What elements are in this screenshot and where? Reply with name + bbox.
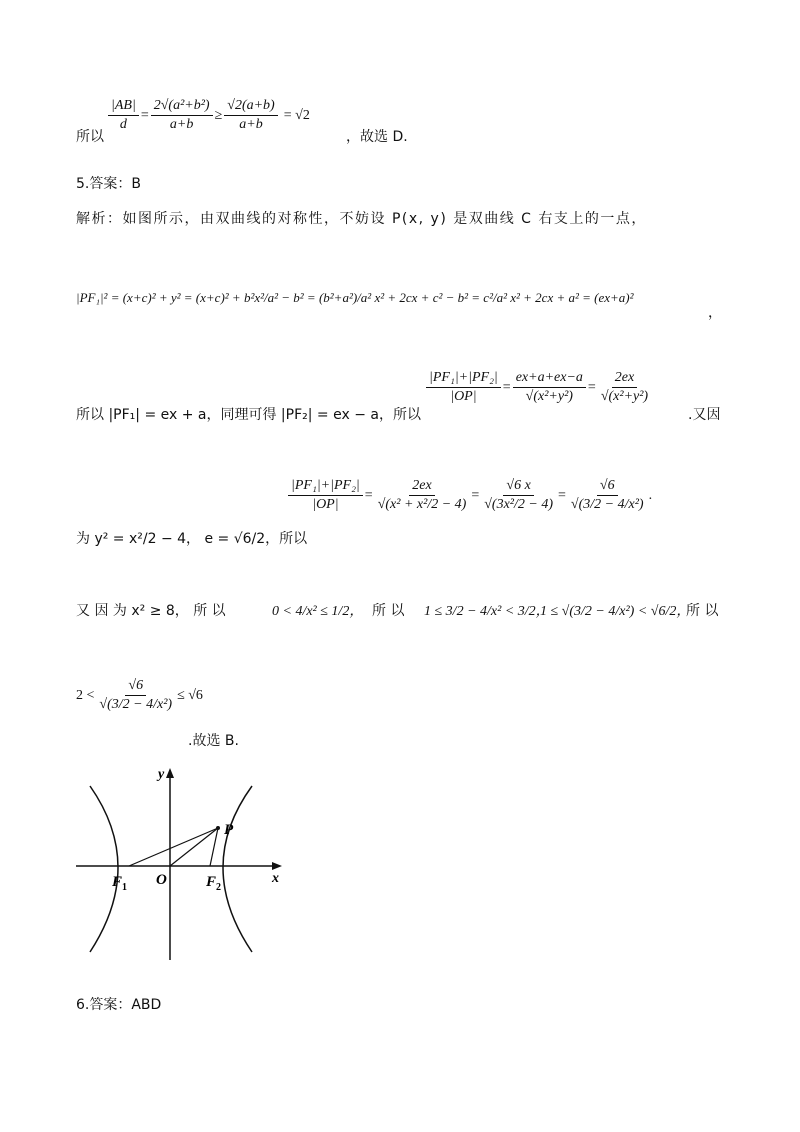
numerator: √6 <box>125 678 146 696</box>
denominator: d <box>119 117 127 132</box>
answer-5: 5.答案：B <box>76 176 141 192</box>
result: = √2 <box>283 107 310 123</box>
equals: = <box>558 487 566 503</box>
denominator: √(3/2 − 4/x²) <box>570 497 644 512</box>
fraction <box>568 478 647 513</box>
lhs: 2 < <box>76 687 95 703</box>
f2-subscript: 2 <box>216 882 221 893</box>
segment-pf1 <box>129 828 218 866</box>
line-6-b: 0 < 4/x² ≤ 1/2， <box>272 604 364 619</box>
fraction <box>151 98 213 133</box>
numerator: |AB| <box>108 98 139 116</box>
numerator: 2ex <box>409 478 434 496</box>
equals: = <box>502 379 511 395</box>
fraction <box>598 370 651 405</box>
denominator: √(x²+y²) <box>525 389 573 404</box>
line-6-e: 1 ≤ √(3/2 − 4/x²) < √6/2， <box>540 604 691 619</box>
denominator: √(x² + x²/2 − 4) <box>377 497 467 512</box>
p-label: P <box>224 822 234 838</box>
line-6-f: 所 以 <box>686 603 719 619</box>
x-axis-arrow <box>272 862 282 870</box>
pf1-equation: |PF₁|² = (x+c)² + y² = (x+c)² + b²x²/a² − b² = (b²+a²)/a² x² + 2cx + c² − b² = c²/a² x² + 2cx + a² = (ex+a)² <box>76 290 634 305</box>
hyperbola-diagram <box>72 764 292 964</box>
equals: = <box>364 487 373 503</box>
fraction <box>513 370 586 405</box>
fraction <box>481 478 556 513</box>
fraction <box>96 678 175 713</box>
numerator: √6 <box>597 478 618 496</box>
denominator: a+b <box>169 117 194 132</box>
period: . <box>648 487 653 503</box>
rhs: ≤ √6 <box>177 687 203 703</box>
line-1-suffix: ，故选 D. <box>346 129 408 145</box>
y-axis-arrow <box>166 768 174 778</box>
numerator: 2ex <box>612 370 637 388</box>
point-p <box>216 826 220 830</box>
numerator: ex+a+ex−a <box>513 370 586 388</box>
f2-label: F <box>206 874 217 890</box>
f1-subscript: 1 <box>122 882 127 893</box>
numerator: 2√(a²+b²) <box>151 98 213 116</box>
line-7-end: .故选 B. <box>188 733 239 749</box>
line-7-formula <box>76 678 203 713</box>
x-label: x <box>272 871 279 886</box>
fraction <box>224 98 277 133</box>
f1-label: F <box>112 874 123 890</box>
ge-sign: ≥ <box>214 107 223 123</box>
fraction <box>375 478 470 513</box>
analysis-5: 解析：如图所示，由双曲线的对称性，不妨设 P(x, y) 是双曲线 C 右支上的一点， <box>76 211 647 227</box>
line-6-d: 1 ≤ 3/2 − 4/x² < 3/2， <box>424 604 550 619</box>
numerator: √2(a+b) <box>224 98 277 116</box>
line-6-a: 又 因 为 x² ≥ 8， 所 以 <box>76 603 226 619</box>
fraction <box>288 478 363 513</box>
denominator: a+b <box>239 117 263 132</box>
y-label: y <box>158 767 165 782</box>
line-5-formula <box>286 478 652 513</box>
line-5-text: 为 y² = x²/2 − 4， e = √6/2，所以 <box>76 531 308 547</box>
equals: = <box>587 379 596 395</box>
equals: = <box>471 487 480 503</box>
hyperbola-figure <box>72 764 292 964</box>
line-4-formula <box>424 370 653 405</box>
numerator: √6 x <box>503 478 533 496</box>
answer-6: 6.答案：ABD <box>76 997 162 1013</box>
numerator: |PF₁|+|PF₂| <box>426 370 501 388</box>
equals: = <box>140 107 149 123</box>
denominator: |OP| <box>312 497 339 512</box>
line-1-prefix: 所以 <box>76 129 104 145</box>
pf1-equation-end: ， <box>708 305 722 321</box>
fraction <box>108 98 139 133</box>
line-6-c: 所 以 <box>372 603 405 619</box>
left-branch <box>90 786 118 952</box>
denominator: √(3x²/2 − 4) <box>484 497 553 512</box>
denominator: |OP| <box>450 389 477 404</box>
line-1-formula <box>106 98 310 133</box>
denominator: √(x²+y²) <box>600 389 649 404</box>
line-4-text: 所以 |PF₁| = ex + a，同理可得 |PF₂| = ex − a，所以 <box>76 407 421 423</box>
fraction <box>426 370 501 405</box>
line-4-end: .又因 <box>688 407 721 423</box>
o-label: O <box>156 872 167 888</box>
numerator: |PF₁|+|PF₂| <box>288 478 363 496</box>
denominator: √(3/2 − 4/x²) <box>99 697 173 712</box>
right-branch <box>223 786 252 952</box>
